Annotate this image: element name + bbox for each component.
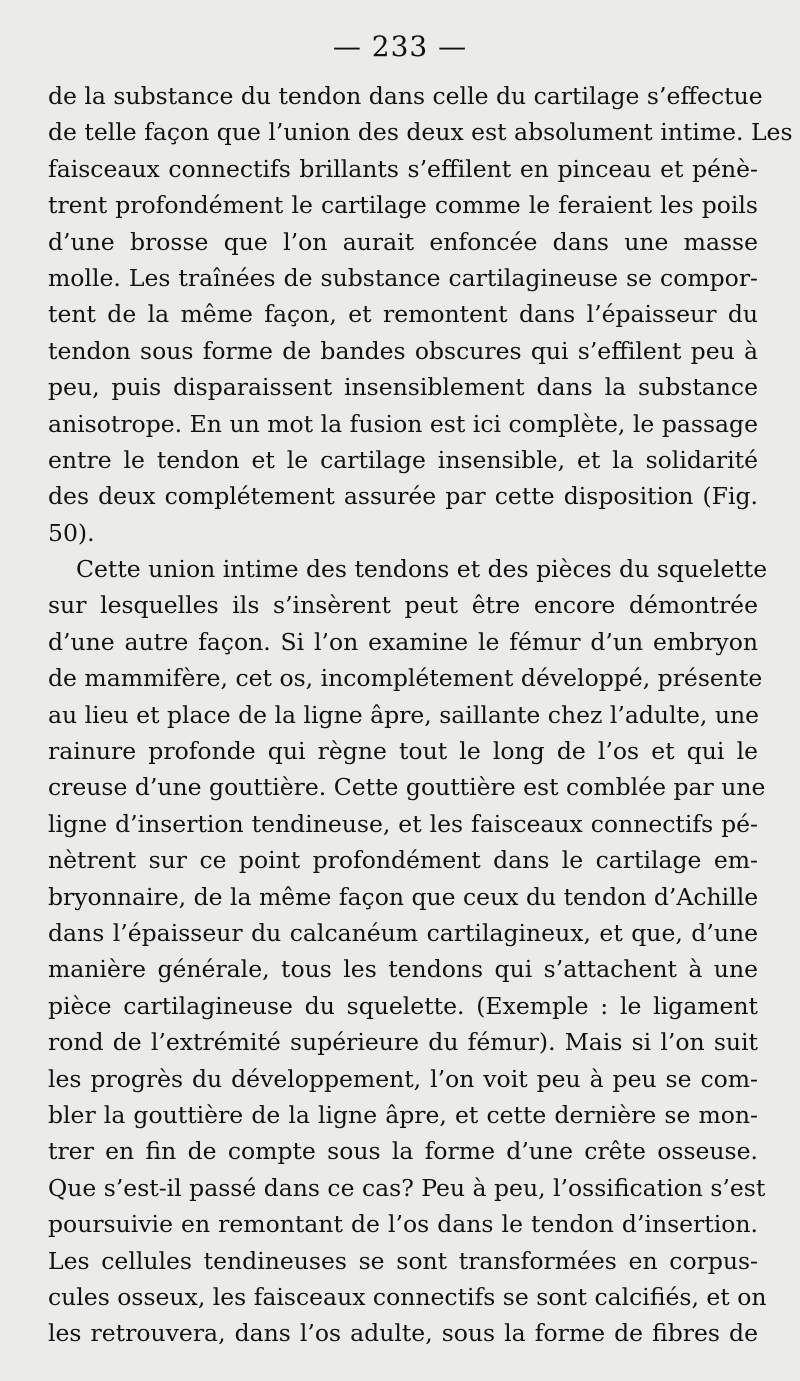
page-number: — 233 — — [332, 30, 468, 63]
text-line: molle. Les traînées de substance cartilagineuse se compor- — [48, 263, 758, 292]
text-line: tendon sous forme de bandes obscures qui s’effilent peu à — [48, 336, 758, 365]
text-line: trer en fin de compte sous la forme d’une crête osseuse. — [48, 1137, 758, 1166]
text-line: bryonnaire, de la même façon que ceux du tendon d’Achille — [48, 882, 759, 911]
paragraph-first-line: Cette union intime des tendons et des pièces du squelette — [76, 555, 768, 584]
text-line: dans l’épaisseur du calcanéum cartilagineux, et que, d’une — [48, 918, 758, 947]
text-line: ligne d’insertion tendineuse, et les faisceaux connectifs pé- — [48, 809, 758, 838]
text-line: de mammifère, cet os, incomplétement développé, présente — [48, 664, 763, 693]
text-line: tent de la même façon, et remontent dans l’épaisseur du — [48, 300, 758, 329]
text-line: trent profondément le cartilage comme le feraient les poils — [48, 191, 758, 220]
text-line: poursuivie en remontant de l’os dans le tendon d’insertion. — [48, 1210, 758, 1239]
text-line: de la substance du tendon dans celle du cartilage s’effectue — [48, 82, 763, 110]
text-line: 50). — [48, 518, 95, 547]
text-line: peu, puis disparaissent insensiblement dans la substance — [48, 373, 758, 402]
text-line: pièce cartilagineuse du squelette. (Exemple : le ligament — [48, 991, 758, 1020]
text-line: sur lesquelles ils s’insèrent peut être encore démontrée — [48, 591, 758, 620]
text-line: de telle façon que l’union des deux est absolument intime. Les — [48, 118, 793, 147]
text-line: au lieu et place de la ligne âpre, saillante chez l’adulte, une — [48, 700, 760, 729]
text-line: rainure profonde qui règne tout le long de l’os et qui le — [48, 737, 758, 766]
text-line: d’une brosse que l’on aurait enfoncée dans une masse — [48, 227, 758, 256]
text-line: rond de l’extrémité supérieure du fémur). Mais si l’on suit — [48, 1028, 758, 1057]
text-line: entre le tendon et le cartilage insensible, et la solidarité — [48, 445, 758, 474]
text-line: creuse d’une gouttière. Cette gouttière est comblée par une — [48, 773, 766, 802]
text-line: nètrent sur ce point profondément dans le cartilage em- — [48, 846, 758, 875]
text-line: les retrouvera, dans l’os adulte, sous la forme de fibres de — [48, 1319, 758, 1348]
text-line: Les cellules tendineuses se sont transformées en corpus- — [48, 1246, 758, 1275]
text-line: Que s’est-il passé dans ce cas? Peu à peu, l’ossification s’est — [48, 1173, 766, 1202]
body-text — [48, 78, 793, 1352]
text-line: anisotrope. En un mot la fusion est ici complète, le passage — [48, 409, 758, 438]
text-line: des deux complétement assurée par cette disposition (Fig. — [48, 482, 758, 511]
text-line: les progrès du développement, l’on voit peu à peu se com- — [48, 1064, 758, 1093]
text-line: manière générale, tous les tendons qui s’attachent à une — [48, 955, 758, 984]
text-line: d’une autre façon. Si l’on examine le fémur d’un embryon — [48, 627, 758, 656]
text-line: faisceaux connectifs brillants s’effilent en pinceau et pénè- — [48, 154, 758, 183]
text-line: bler la gouttière de la ligne âpre, et cette dernière se mon- — [48, 1100, 758, 1129]
text-line: cules osseux, les faisceaux connectifs se sont calcifiés, et on — [48, 1282, 767, 1311]
